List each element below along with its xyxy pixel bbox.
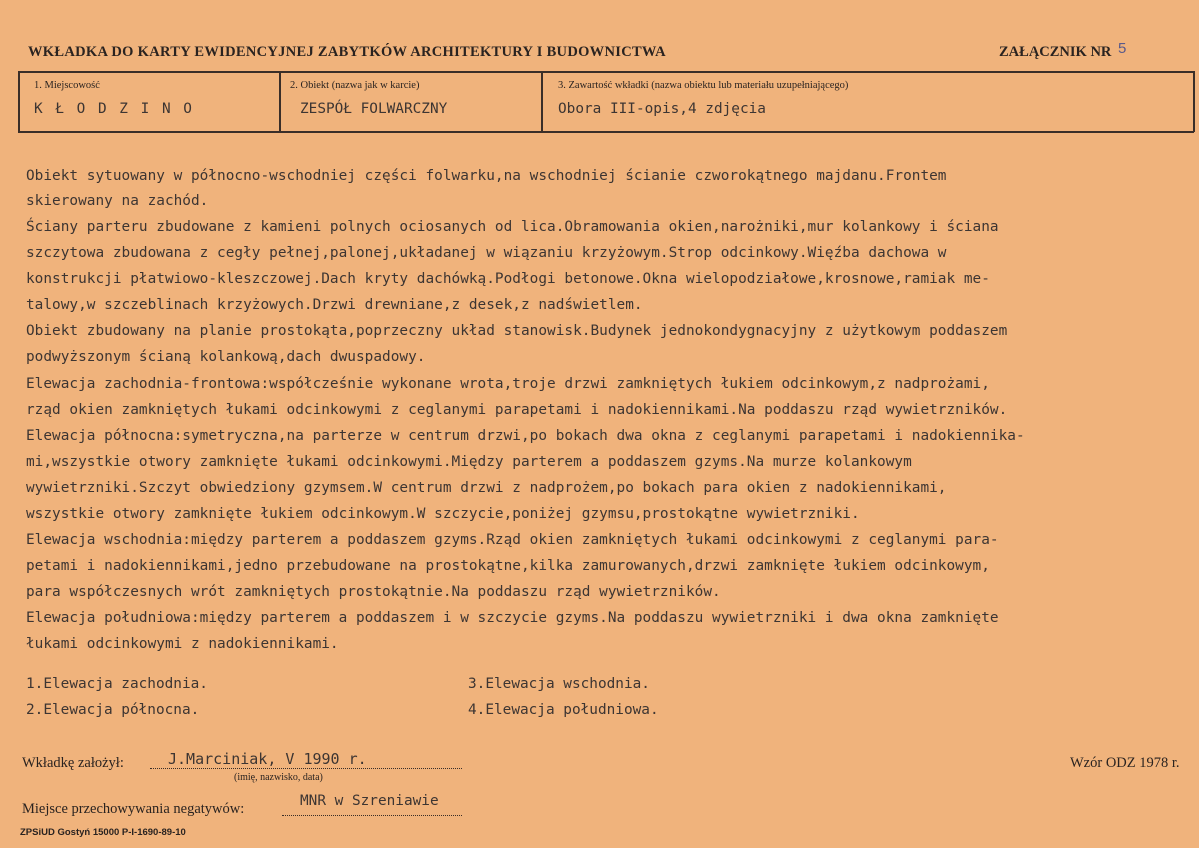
content-label: 3. Zawartość wkładki (nazwa obiektu lub materiału uzupełniającego) <box>558 80 849 91</box>
object-label: 2. Obiekt (nazwa jak w karcie) <box>290 80 420 91</box>
body-line: para współczesnych wrót zamkniętych prostokątnie.Na poddaszu rząd wywietrzników. <box>26 584 721 600</box>
left-border <box>18 71 20 132</box>
body-line: skierowany na zachód. <box>26 193 209 209</box>
body-line: petami i nadokiennikami,jedno przebudowane na prostokątne,kilka zamurowanych,drzwi zamknięte łukiem odcinkowym, <box>26 558 990 574</box>
bottom-rule <box>18 131 1194 133</box>
created-by-label: Wkładkę założył: <box>22 755 124 771</box>
annex-number: 5 <box>1118 40 1127 57</box>
negatives-line <box>282 815 462 816</box>
body-line: talowy,w szczeblinach krzyżowych.Drzwi drewniane,z desek,z nadświetlem. <box>26 297 643 313</box>
body-line: Elewacja zachodnia-frontowa:współcześnie wykonane wrota,troje drzwi zamkniętych łukiem odcinkowym,z nadprożami, <box>26 376 990 392</box>
top-rule <box>18 71 1194 73</box>
photo-list-item-1: 1.Elewacja zachodnia. <box>26 676 208 692</box>
print-code: ZPSiUD Gostyń 15000 P-I-1690-89-10 <box>20 827 186 838</box>
column-divider-2 <box>541 71 543 132</box>
body-line: Obiekt zbudowany na planie prostokąta,poprzeczny układ stanowisk.Budynek jednokondygnacyjny z użytkowym poddaszem <box>26 323 1008 339</box>
form-version: Wzór ODZ 1978 r. <box>1070 755 1180 771</box>
body-line: podwyższonym ścianą kolankową,dach dwuspadowy. <box>26 349 426 365</box>
content-value: Obora III-opis,4 zdjęcia <box>558 101 766 117</box>
created-by-value: J.Marciniak, V 1990 r. <box>168 750 367 768</box>
body-line: Elewacja południowa:między parterem a poddaszem i w szczycie gzyms.Na poddaszu wywietrzniki i dwa okna zamknięte <box>26 610 999 626</box>
negatives-value: MNR w Szreniawie <box>300 793 439 809</box>
body-line: mi,wszystkie otwory zamknięte łukami odcinkowymi.Między parterem a poddaszem gzyms.Na murze kolankowym <box>26 454 912 470</box>
body-line: Ściany parteru zbudowane z kamieni polnych ociosanych od lica.Obramowania okien,narożniki,mur kolankowy i ściana <box>26 219 999 235</box>
body-line: rząd okien zamkniętych łukami odcinkowymi z ceglanymi parapetami i nadokiennikami.Na poddaszu rząd wywietrzników. <box>26 402 1008 418</box>
right-border <box>1193 71 1195 132</box>
photo-list-item-2: 2.Elewacja północna. <box>26 702 200 718</box>
object-value: ZESPÓŁ FOLWARCZNY <box>300 101 448 117</box>
annex-label: ZAŁĄCZNIK NR <box>999 44 1112 60</box>
body-line: Elewacja północna:symetryczna,na parterze w centrum drzwi,po bokach dwa okna z ceglanymi parapetami i nadokiennika- <box>26 428 1025 444</box>
form-title: WKŁADKA DO KARTY EWIDENCYJNEJ ZABYTKÓW ARCHITEKTURY I BUDOWNICTWA <box>28 44 666 60</box>
created-by-caption: (imię, nazwisko, data) <box>234 772 323 783</box>
photo-list-item-3: 3.Elewacja wschodnia. <box>468 676 650 692</box>
locality-label: 1. Miejscowość <box>34 80 100 91</box>
locality-value: K Ł O D Z I N O <box>34 101 194 117</box>
body-line: Obiekt sytuowany w północno-wschodniej części folwarku,na wschodniej ścianie czworokątnego majdanu.Frontem <box>26 168 947 184</box>
body-line: wywietrzniki.Szczyt obwiedziony gzymsem.W centrum drzwi z nadprożem,po bokach para okien z nadokiennikami, <box>26 480 947 496</box>
photo-list-item-4: 4.Elewacja południowa. <box>468 702 659 718</box>
column-divider-1 <box>279 71 281 132</box>
body-line: konstrukcji płatwiowo-kleszczowej.Dach kryty dachówką.Podłogi betonowe.Okna wielopodziałowe,krosnowe,ramiak me- <box>26 271 990 287</box>
body-line: wszystkie otwory zamknięte łukiem odcinkowym.W szczycie,poniżej gzymsu,prostokątne wywietrzniki. <box>26 506 860 522</box>
body-line: łukami odcinkowymi z nadokiennikami. <box>26 636 339 652</box>
negatives-label: Miejsce przechowywania negatywów: <box>22 801 245 817</box>
created-by-line <box>150 768 462 769</box>
body-line: szczytowa zbudowana z cegły pełnej,palonej,układanej w wiązaniu krzyżowym.Strop odcinkowy.Więźba dachowa w <box>26 245 947 261</box>
body-line: Elewacja wschodnia:między parterem a poddaszem gzyms.Rząd okien zamkniętych łukami odcinkowymi z ceglanymi para- <box>26 532 999 548</box>
